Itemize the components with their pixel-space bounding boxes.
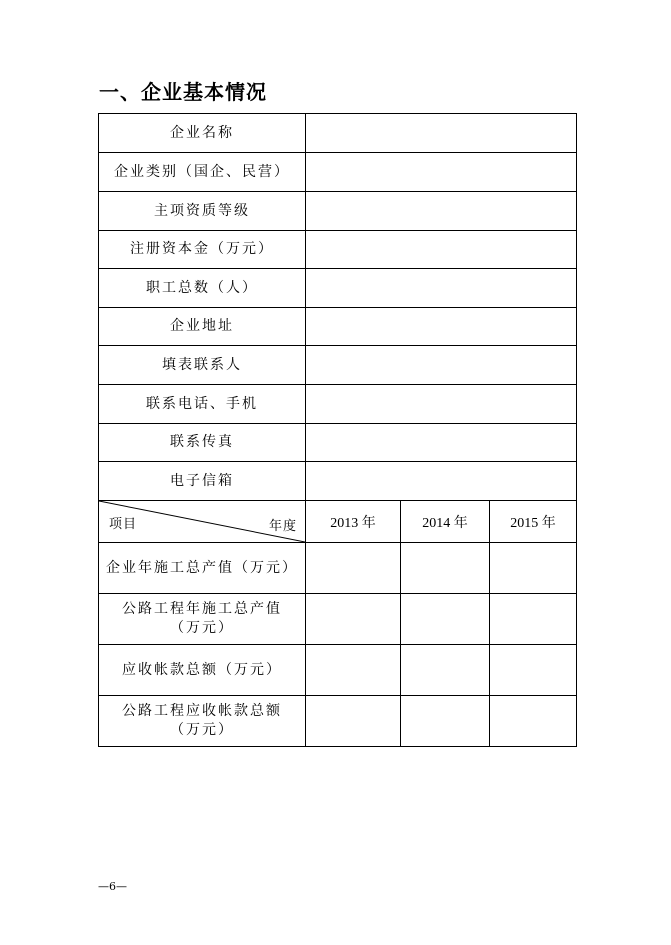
label-line1: 企业年施工总产值（万元） (106, 559, 298, 576)
label-phone: 联系电话、手机 (99, 385, 306, 424)
year-header-2015: 2015 年 (490, 501, 577, 543)
cell-total-output-2015[interactable] (490, 543, 577, 594)
item-header-label: 项目 (109, 517, 138, 532)
info-row-phone (99, 385, 577, 424)
label-highway-output (99, 594, 306, 645)
label-address: 企业地址 (99, 308, 306, 346)
cell-highway-receivables-2015[interactable] (490, 696, 577, 747)
label-receivables (99, 645, 306, 696)
year-header-2014: 2014 年 (401, 501, 490, 543)
info-row-address (99, 308, 577, 346)
item-year-diagonal-header (99, 501, 306, 543)
info-row-company-type (99, 153, 577, 192)
label-line1: 应收帐款总额（万元） (122, 661, 282, 678)
info-row-fax (99, 424, 577, 462)
field-address[interactable] (306, 308, 577, 346)
page-number: —6— (98, 880, 127, 893)
field-fax[interactable] (306, 424, 577, 462)
label-line2: （万元） (170, 620, 234, 636)
field-contact-person[interactable] (306, 346, 577, 385)
financial-row-highway-receivables (99, 696, 577, 747)
info-row-registered-capital (99, 231, 577, 269)
cell-highway-output-2015[interactable] (490, 594, 577, 645)
cell-receivables-2013[interactable] (306, 645, 401, 696)
field-email[interactable] (306, 462, 577, 501)
cell-total-output-2014[interactable] (401, 543, 490, 594)
cell-receivables-2015[interactable] (490, 645, 577, 696)
enterprise-info-table (98, 113, 577, 747)
info-row-contact-person (99, 346, 577, 385)
cell-highway-output-2013[interactable] (306, 594, 401, 645)
cell-total-output-2013[interactable] (306, 543, 401, 594)
label-company-name: 企业名称 (99, 114, 306, 153)
label-highway-receivables (99, 696, 306, 747)
label-fax: 联系传真 (99, 424, 306, 462)
year-header-label: 年度 (268, 519, 297, 534)
cell-highway-receivables-2014[interactable] (401, 696, 490, 747)
label-registered-capital: 注册资本金（万元） (99, 231, 306, 269)
year-header-2013: 2013 年 (306, 501, 401, 543)
cell-highway-output-2014[interactable] (401, 594, 490, 645)
financial-row-highway-output (99, 594, 577, 645)
label-line2: （万元） (170, 722, 234, 738)
label-qualification: 主项资质等级 (99, 192, 306, 231)
financial-row-total-output (99, 543, 577, 594)
label-line1: 公路工程年施工总产值 (122, 601, 282, 618)
label-contact-person: 填表联系人 (99, 346, 306, 385)
field-qualification[interactable] (306, 192, 577, 231)
field-company-name[interactable] (306, 114, 577, 153)
label-company-type: 企业类别（国企、民营） (99, 153, 306, 192)
field-company-type[interactable] (306, 153, 577, 192)
label-employee-count: 职工总数（人） (99, 269, 306, 308)
label-line1: 公路工程应收帐款总额 (122, 703, 282, 720)
label-total-output (99, 543, 306, 594)
info-row-qualification (99, 192, 577, 231)
info-row-email (99, 462, 577, 501)
info-row-employee-count (99, 269, 577, 308)
info-row-company-name (99, 114, 577, 153)
section-heading: 一、企业基本情况 (99, 80, 267, 104)
cell-highway-receivables-2013[interactable] (306, 696, 401, 747)
label-email: 电子信箱 (99, 462, 306, 501)
financial-row-receivables (99, 645, 577, 696)
field-phone[interactable] (306, 385, 577, 424)
field-registered-capital[interactable] (306, 231, 577, 269)
cell-receivables-2014[interactable] (401, 645, 490, 696)
field-employee-count[interactable] (306, 269, 577, 308)
financial-header-row (99, 501, 577, 543)
